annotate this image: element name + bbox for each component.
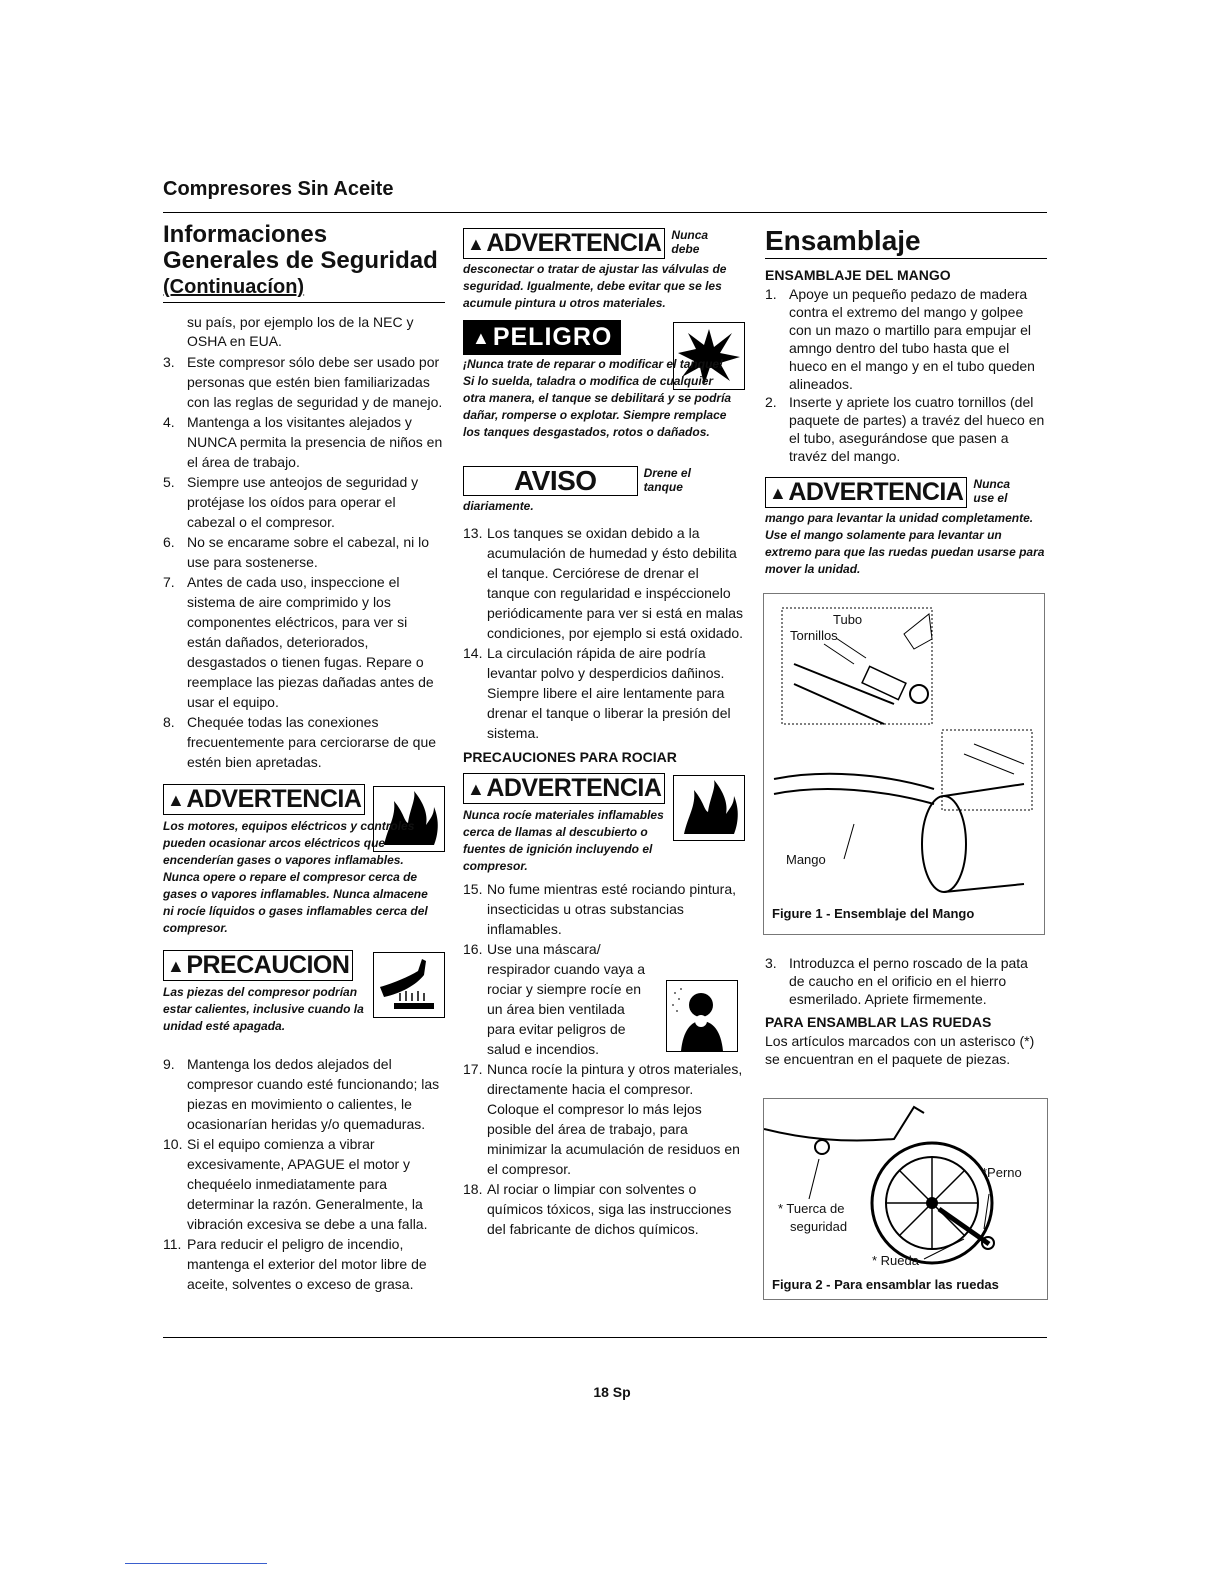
list-item-text: Mantenga a los visitantes alejados y NUNCA permita la presencia de niños en el área de trabajo. — [187, 414, 443, 470]
list-item-text: Use una máscara/ respirador cuando vaya a rociar y siempre rocíe en un área bien ventilada para evitar peligros de salud e incendios. — [487, 941, 645, 1057]
danger-badge: ▲PELIGRO — [463, 320, 621, 355]
footer-rule — [163, 1337, 1047, 1338]
list-item-text: La circulación rápida de aire podría levantar polvo y desperdicios dañinos. Siempre libere el aire lentamente para drenar el tanque o liberar la presión del sistema. — [487, 645, 731, 741]
wheels-heading: PARA ENSAMBLAR LAS RUEDAS — [765, 1014, 992, 1030]
warning-inline-tail: Nunca debe — [671, 228, 709, 256]
warning-inline-tail: Nunca use el — [973, 477, 1011, 505]
left-list-b — [163, 1054, 445, 1294]
right-list-a — [765, 285, 1047, 465]
wheels-paragraph: Los artículos marcados con un asterisco (*) se encuentran en el paquete de piezas. — [765, 1033, 1035, 1067]
notice-block — [463, 466, 745, 496]
caution-badge: ▲PRECAUCION — [163, 950, 353, 981]
list-item-number: 8. — [163, 714, 175, 730]
list-item-number: 14. — [463, 645, 483, 661]
list-item-number: 2. — [765, 394, 777, 410]
warning-block-2 — [463, 228, 745, 259]
list-item-text: Introduzca el perno roscado de la pata de caucho en el orificio en el hierro esmerilado. Apriete firmemente. — [789, 955, 1028, 1007]
list-item-text: Antes de cada uso, inspeccione el sistema de aire comprimido y los componentes eléctricos, para ver si están dañados, deteriorados, desgastados o tienen fugas. Repare o reemplace las piezas dañadas antes de usar el equipo. — [187, 574, 434, 710]
list-item — [463, 939, 653, 1059]
right-list-b — [765, 954, 1047, 1008]
page-header-title: Compresores Sin Aceite — [163, 178, 394, 200]
hot-surface-icon — [373, 952, 445, 1018]
middle-column — [463, 228, 745, 1239]
warning-text-3: Nunca rocíe materiales inflamables cerca de llamas al descubierto o fuentes de ignición incluyendo el compresor. — [463, 808, 664, 873]
list-item — [163, 412, 445, 472]
list-item-number: 5. — [163, 474, 175, 490]
warning-block-1 — [163, 784, 445, 946]
title-subtitle: (Continuacíon) — [163, 276, 305, 298]
notice-text: diariamente. — [463, 499, 534, 513]
list-item-number: 7. — [163, 574, 175, 590]
warning-block-3 — [463, 773, 745, 875]
respirator-icon — [666, 980, 738, 1052]
warning-text-1: Los motores, equipos eléctricos y controles pueden ocasionar arcos eléctricos que encenderían gases o vapores inflamables. Nunca opere o repare el compresor cerca de gases o vapores inflamables. Nunca almacene ni rocíe líquidos o gases inflamables cerca del compresor. — [163, 819, 428, 935]
warning-triangle-icon: ▲ — [167, 790, 185, 810]
list-item — [765, 954, 1047, 1008]
warning-text-2: desconectar o tratar de ajustar las válvulas de seguridad. Igualmente, debe evitar que se les acumule pintura u otros materiales. — [463, 262, 727, 310]
list-item-text: Apoye un pequeño pedazo de madera contra el extremo del mango y golpee con un mazo o martillo para empujar el amngo dentro del tubo hasta que el hueco en el mango y en el tubo queden alineados. — [789, 286, 1035, 392]
label-perno: *Perno — [982, 1165, 1022, 1180]
notice-inline-tail: Drene el tanque — [643, 466, 691, 494]
spray-precautions-heading: PRECAUCIONES PARA ROCIAR — [463, 749, 677, 765]
left-column — [163, 222, 445, 1294]
warning-badge: ▲ADVERTENCIA — [765, 477, 967, 508]
list-item-number: 13. — [463, 525, 483, 541]
list-item-number: 16. — [463, 941, 483, 957]
left-list-a — [163, 352, 445, 772]
warning-triangle-icon: ▲ — [467, 779, 485, 799]
list-item-number: 3. — [765, 955, 777, 971]
list-item — [163, 572, 445, 712]
caution-block — [163, 950, 445, 1050]
list-item — [163, 1234, 445, 1294]
notice-badge: AVISO — [463, 466, 638, 496]
list-item-number: 1. — [765, 286, 777, 302]
handle-assembly-heading: ENSAMBLAJE DEL MANGO — [765, 267, 951, 283]
list-item-number: 9. — [163, 1056, 175, 1072]
list-item-number: 18. — [463, 1181, 483, 1197]
list-item — [765, 285, 1047, 393]
danger-triangle-icon: ▲ — [472, 328, 491, 348]
danger-text: ¡Nunca trate de reparar o modificar el tanque! Si lo suelda, taladra o modifica de cualquier otra manera, el tanque se debilitará y se podría dañar, romperse o explotar. Siempre remplace los tanques desgastados, rotos o dañados. — [463, 357, 732, 439]
label-tuerca-2: seguridad — [790, 1219, 848, 1234]
list-item — [463, 1179, 745, 1239]
list-item — [163, 1134, 445, 1234]
list-item — [163, 532, 445, 572]
list-item-text: Mantenga los dedos alejados del compresor cuando esté funcionando; las piezas en movimiento o calientes, le ocasionarían heridas y/o quemaduras. — [187, 1056, 440, 1132]
assembly-title: Ensamblaje — [765, 226, 1047, 259]
section-title — [163, 222, 445, 303]
list-item — [163, 472, 445, 532]
bottom-link-rule — [125, 1563, 267, 1564]
label-rueda: * Rueda — [872, 1253, 919, 1268]
warning-text-4: mango para levantar la unidad completamente. Use el mango solamente para levantar un extremo para que las ruedas puedan usarse para mover la unidad. — [765, 511, 1045, 576]
warning-badge: ▲ADVERTENCIA — [463, 773, 665, 804]
list-item — [163, 352, 445, 412]
header-rule — [163, 212, 1047, 213]
list-item — [463, 1059, 745, 1179]
list-item — [463, 643, 745, 743]
list-item-text: Chequée todas las conexiones frecuentemente para cerciorarse de que estén bien apretadas. — [187, 714, 437, 770]
label-tubo: Tubo — [833, 612, 863, 627]
label-tornillos: Tornillos — [790, 628, 838, 643]
warning-badge: ▲ADVERTENCIA — [463, 228, 665, 259]
list-item — [463, 523, 745, 643]
figure-1-caption: Figure 1 - Ensemblaje del Mango — [772, 906, 975, 921]
list-item-text: Para reducir el peligro de incendio, mantenga el exterior del motor libre de aceite, solventes o exceso de grasa. — [187, 1236, 427, 1292]
list-item-text: Nunca rocíe la pintura y otros materiales, directamente hacia el compresor. Coloque el compresor lo más lejos posible del área de trabajo, para minimizar la acumulación de residuos en el compresor. — [487, 1061, 743, 1177]
middle-list-b — [463, 879, 745, 1239]
label-tuerca-1: * Tuerca de — [778, 1201, 845, 1216]
warning-triangle-icon: ▲ — [769, 483, 787, 503]
list-item-number: 3. — [163, 354, 175, 370]
list-item-number: 11. — [163, 1236, 182, 1252]
list-item — [163, 712, 445, 772]
caution-text: Las piezas del compresor podrían estar calientes, inclusive cuando la unidad esté apagada. — [163, 985, 364, 1033]
list-item-text: Siempre use anteojos de seguridad y protéjase los oídos para operar el cabezal o el compresor. — [187, 474, 419, 530]
list-item — [765, 393, 1047, 465]
intro-text: su país, por ejemplo los de la NEC y OSHA en EUA. — [187, 314, 414, 349]
list-item-number: 6. — [163, 534, 175, 550]
right-column — [765, 226, 1047, 578]
warning-block-4 — [765, 477, 1047, 508]
warning-triangle-icon: ▲ — [467, 234, 485, 254]
caution-triangle-icon: ▲ — [167, 956, 185, 976]
list-item-text: Inserte y apriete los cuatro tornillos (del paquete de partes) a travéz del hueco en el tubo, asegurándose que pasen a travéz del mango. — [789, 394, 1045, 464]
list-item-number: 10. — [163, 1136, 183, 1152]
list-item — [463, 879, 745, 939]
right-column-lower — [765, 954, 1047, 1068]
title-line-1: Informaciones — [163, 221, 328, 248]
list-item-text: Si el equipo comienza a vibrar excesivamente, APAGUE el motor y chequéelo inmediatamente para determinar la razón. Generalmente, la vibración excesiva se debe a una falla. — [187, 1136, 428, 1232]
list-item — [163, 1054, 445, 1134]
label-mango: Mango — [786, 852, 826, 867]
figure-2-caption: Figura 2 - Para ensamblar las ruedas — [772, 1277, 999, 1292]
page-number: 18 Sp — [593, 1384, 631, 1400]
list-item-text: Al rociar o limpiar con solventes o químicos tóxicos, siga las instrucciones del fabricante de dichos químicos. — [487, 1181, 732, 1237]
list-item-text: Los tanques se oxidan debido a la acumulación de humedad y ésto debilita el tanque. Cerciórese de drenar el tanque con regularidad e inspéccionelo periódicamente para ver si está en malas condiciones, por ejemplo si está oxidado. — [487, 525, 744, 641]
list-item-number: 15. — [463, 881, 483, 897]
figure-1 — [763, 593, 1045, 935]
list-item-text: No fume mientras esté rociando pintura, insecticidas u otras substancias inflamables. — [487, 881, 737, 937]
middle-list-a — [463, 523, 745, 743]
list-item-text: Este compresor sólo debe ser usado por personas que estén bien familiarizadas con las reglas de seguridad y de manejo. — [187, 354, 443, 410]
danger-block — [463, 320, 745, 470]
figure-2 — [763, 1098, 1048, 1300]
warning-badge: ▲ADVERTENCIA — [163, 784, 365, 815]
list-item-text: No se encarame sobre el cabezal, ni lo use para sostenerse. — [187, 534, 430, 570]
list-item-number: 4. — [163, 414, 175, 430]
list-item-number: 17. — [463, 1061, 483, 1077]
title-line-2: Generales de Seguridad — [163, 247, 438, 274]
